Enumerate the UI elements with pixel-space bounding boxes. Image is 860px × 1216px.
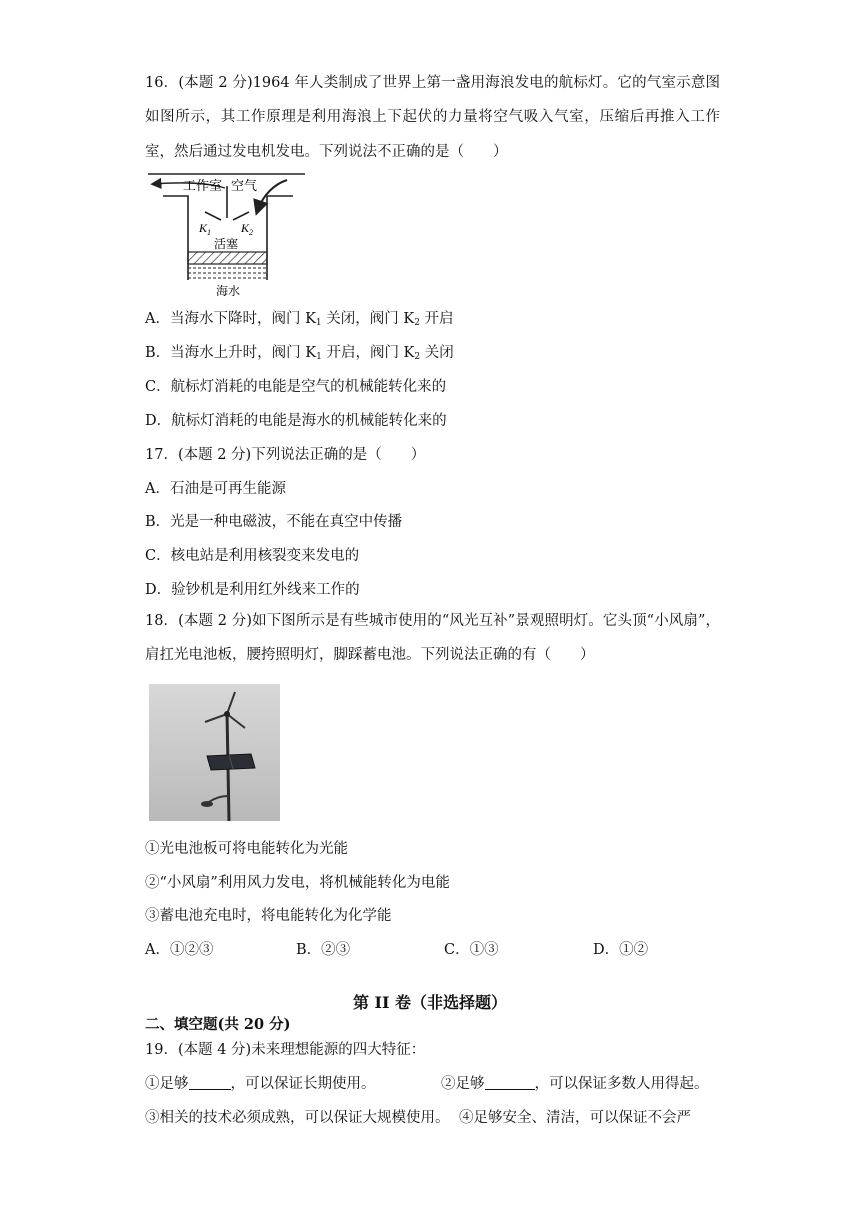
q19-item-1: ①足够 ，可以保证长期使用。 bbox=[145, 1076, 376, 1092]
air-chamber-diagram bbox=[145, 168, 315, 300]
q19-stem: 19．(本题 4 分)未来理想能源的四大特征： bbox=[145, 1042, 426, 1058]
q18-option-b: B．②③ bbox=[296, 942, 351, 958]
q17-option-c: C．核电站是利用核裂变来发电的 bbox=[145, 548, 360, 564]
q18-statement-1: ①光电池板可将电能转化为光能 bbox=[145, 841, 348, 857]
q18-statement-3: ③蓄电池充电时，将电能转化为化学能 bbox=[145, 908, 392, 924]
q16-option-a: A．当海水下降时，阀门 $K_1$ 关闭，阀门 $K_2$ 开启 bbox=[145, 311, 454, 328]
q17-option-a: A．石油是可再生能源 bbox=[145, 481, 286, 497]
label-piston: 活塞 bbox=[214, 237, 239, 251]
q19-item-2: ②足够 ，可以保证多数人用得起。 bbox=[441, 1076, 709, 1092]
q16-stem: 16．(本题 2 分)1964 年人类制成了世界上第一盏用海浪发电的航标灯。它的气室示意图如图所示，其工作原理是利用海浪上下起伏的力量将空气吸入气室，压缩后再推入工作室，然后通过发电机发电。下列说法不正确的是（ ） bbox=[145, 75, 720, 160]
wind-solar-lamp-photo bbox=[149, 684, 280, 821]
label-sea: 海水 bbox=[216, 284, 241, 298]
q17-option-b: B．光是一种电磁波，不能在真空中传播 bbox=[145, 514, 403, 530]
q19-blank-2[interactable] bbox=[485, 1075, 535, 1090]
q19-item-4: ④足够安全、清洁，可以保证不会严 bbox=[459, 1110, 691, 1126]
q18-option-a: A．①②③ bbox=[145, 942, 214, 958]
q17-stem: 17．(本题 2 分)下列说法正确的是（ ） bbox=[145, 447, 426, 463]
q17-option-d: D．验钞机是利用红外线来工作的 bbox=[145, 582, 360, 598]
label-air: 空气 bbox=[231, 178, 258, 193]
label-k2: $K_2$ bbox=[241, 221, 254, 237]
q18-stem: 18．(本题 2 分)如下图所示是有些城市使用的“风光互补”景观照明灯。它头顶“小风扇”，肩扛光电池板，腰挎照明灯，脚踩蓄电池。下列说法正确的有（ ） bbox=[145, 613, 720, 664]
q18-option-d: D．①② bbox=[593, 942, 649, 958]
q19-item-3: ③相关的技术必须成熟，可以保证大规模使用。 bbox=[145, 1110, 450, 1126]
label-workroom: 工作室 bbox=[183, 178, 223, 193]
part-title: 二、填空题(共 20 分) bbox=[145, 1016, 291, 1033]
label-k1: $K_1$ bbox=[199, 221, 212, 237]
q16-option-d: D．航标灯消耗的电能是海水的机械能转化来的 bbox=[145, 413, 447, 429]
q16-option-b: B．当海水上升时，阀门 $K_1$ 开启，阀门 $K_2$ 关闭 bbox=[145, 345, 454, 362]
q18-statement-2: ②“小风扇”利用风力发电，将机械能转化为电能 bbox=[145, 875, 450, 891]
q18-option-c: C．①③ bbox=[444, 942, 499, 958]
q16-option-c: C．航标灯消耗的电能是空气的机械能转化来的 bbox=[145, 379, 447, 395]
volume-title: 第 II 卷（非选择题） bbox=[352, 993, 508, 1012]
q19-blank-1[interactable] bbox=[189, 1075, 231, 1090]
